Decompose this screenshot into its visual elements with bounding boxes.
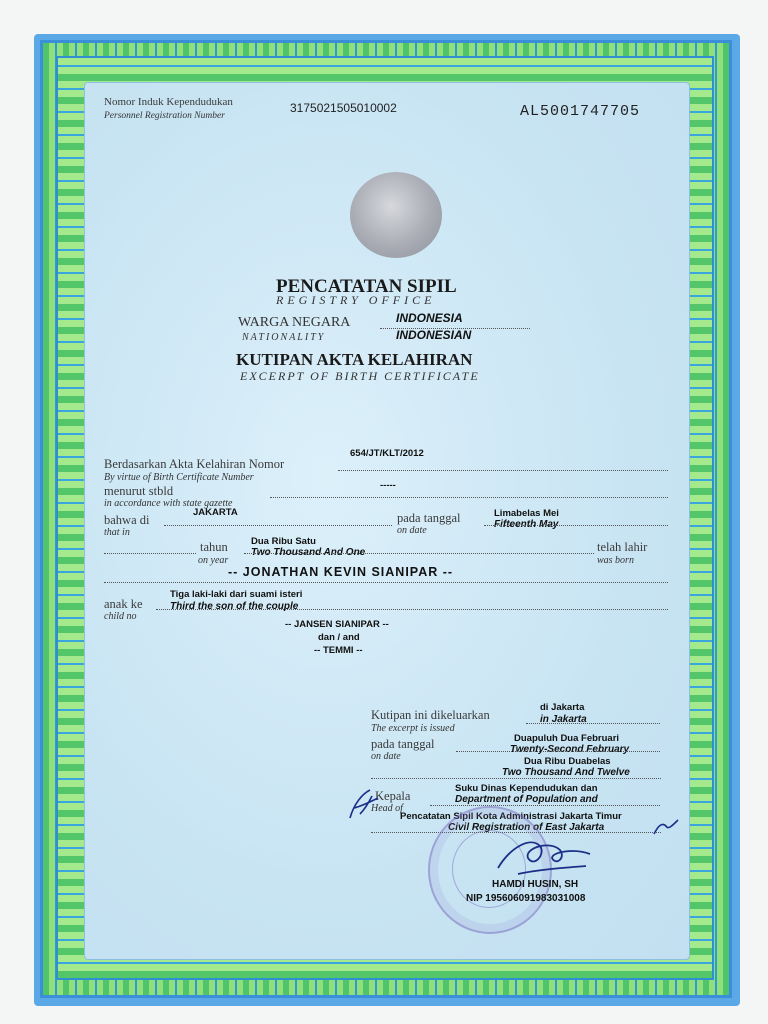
issue-date-line-2 bbox=[371, 778, 661, 779]
nationality-label-en: NATIONALITY bbox=[242, 332, 326, 343]
based-label: Berdasarkan Akta Kelahiran Nomor bbox=[104, 457, 285, 471]
nik-label: Nomor Induk Kependudukan bbox=[104, 96, 233, 108]
born-label: telah lahir bbox=[597, 540, 648, 554]
year-value-en: Two Thousand And One bbox=[251, 547, 366, 558]
stbld-label-en: in accordance with state gazette bbox=[104, 498, 233, 509]
stbld-line bbox=[270, 497, 668, 498]
based-label-en: By virtue of Birth Certificate Number bbox=[104, 472, 254, 483]
stbld-label: menurut stbld bbox=[104, 484, 174, 498]
official-signature-icon bbox=[490, 828, 600, 884]
department-line2: Pencatatan Sipil Kota Administrasi Jakarta Timur bbox=[400, 811, 622, 822]
year-line bbox=[244, 553, 594, 554]
document-title-en: EXCERPT OF BIRTH CERTIFICATE bbox=[240, 369, 480, 383]
father-name: -- JANSEN SIANIPAR -- bbox=[285, 619, 389, 630]
place-label-en: that in bbox=[104, 527, 130, 538]
department-line bbox=[430, 805, 660, 806]
child-name: -- JONATHAN KEVIN SIANIPAR -- bbox=[228, 565, 454, 579]
document-title: KUTIPAN AKTA KELAHIRAN bbox=[236, 350, 473, 369]
year-label-en: on year bbox=[198, 555, 229, 566]
department-line1-en: Department of Population and bbox=[455, 794, 598, 805]
year-left-line bbox=[104, 553, 196, 554]
nationality-value-en: INDONESIAN bbox=[396, 328, 472, 342]
child-order-value: Tiga laki-laki dari suami isteri bbox=[170, 589, 303, 600]
issue-date-line2: Dua Ribu Duabelas bbox=[524, 756, 611, 767]
issue-date-line1-en: Twenty-Second February bbox=[510, 744, 630, 755]
nationality-value: INDONESIA bbox=[396, 311, 463, 325]
year-label: tahun bbox=[200, 540, 228, 554]
place-label: bahwa di bbox=[104, 513, 150, 527]
place-line bbox=[164, 525, 392, 526]
department-line2-en: Civil Registration of East Jakarta bbox=[448, 822, 605, 833]
cert-number: 654/JT/KLT/2012 bbox=[350, 448, 424, 459]
issue-date-label: pada tanggal bbox=[371, 737, 435, 751]
official-nip: NIP 195606091983031008 bbox=[466, 893, 586, 904]
head-label-en: Head of bbox=[371, 803, 403, 814]
serial-number: AL5001747705 bbox=[520, 103, 641, 120]
issue-date-line1: Duapuluh Dua Februari bbox=[514, 733, 620, 744]
issue-date-label-en: on date bbox=[371, 751, 401, 762]
nationality-label: WARGA NEGARA bbox=[238, 315, 351, 330]
department-line1: Suku Dinas Kependudukan dan bbox=[455, 783, 598, 794]
nationality-line bbox=[380, 328, 530, 329]
date-label-en: on date bbox=[397, 525, 427, 536]
issued-place-line bbox=[526, 723, 660, 724]
date-label: pada tanggal bbox=[397, 511, 461, 525]
issued-place-en: in Jakarta bbox=[540, 714, 587, 725]
date-value-en: Fifteenth May bbox=[494, 519, 559, 530]
date-value: Limabelas Mei bbox=[494, 508, 559, 519]
office-title: PENCATATAN SIPIL bbox=[276, 276, 457, 297]
nik-value: 3175021505010002 bbox=[290, 101, 397, 115]
nik-label-en: Personnel Registration Number bbox=[104, 111, 225, 121]
paraf-signature-icon bbox=[340, 784, 384, 824]
child-order-label-en: child no bbox=[104, 611, 137, 622]
child-order-line bbox=[156, 609, 668, 610]
born-label-en: was born bbox=[597, 555, 634, 566]
place-value: JAKARTA bbox=[193, 507, 238, 518]
garuda-emblem-icon bbox=[350, 172, 442, 258]
cert-number-line bbox=[338, 470, 668, 471]
and-text: dan / and bbox=[318, 632, 360, 643]
issued-label-en: The excerpt is issued bbox=[371, 723, 455, 734]
child-order-label: anak ke bbox=[104, 597, 143, 611]
initial-mark-icon bbox=[650, 816, 684, 840]
issued-label: Kutipan ini dikeluarkan bbox=[371, 708, 490, 722]
issued-place: di Jakarta bbox=[540, 702, 585, 713]
mother-name: -- TEMMI -- bbox=[314, 645, 363, 656]
child-name-line bbox=[104, 582, 668, 583]
issue-date-line bbox=[456, 751, 660, 752]
issue-date-line2-en: Two Thousand And Twelve bbox=[502, 767, 630, 778]
year-value: Dua Ribu Satu bbox=[251, 536, 316, 547]
child-order-value-en: Third the son of the couple bbox=[170, 601, 299, 612]
head-label: Kepala bbox=[375, 789, 411, 803]
office-title-en: REGISTRY OFFICE bbox=[276, 293, 436, 307]
stbld-value: ----- bbox=[380, 480, 396, 491]
official-name: HAMDI HUSIN, SH bbox=[492, 879, 579, 890]
date-line bbox=[484, 525, 668, 526]
